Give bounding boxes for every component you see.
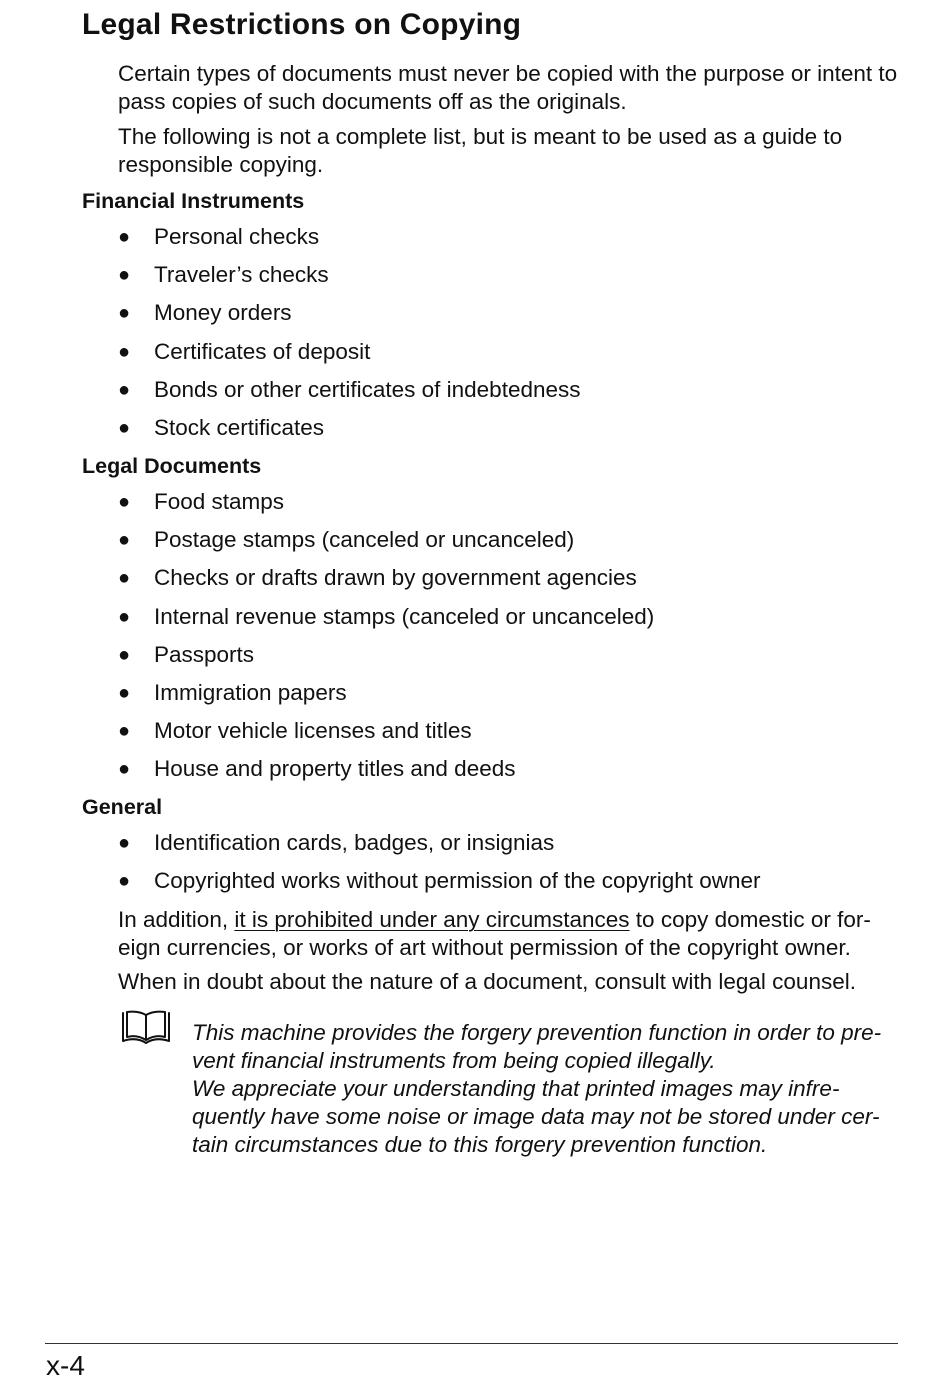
bullet-icon: ●	[118, 416, 131, 439]
bullet-icon: ●	[118, 491, 131, 513]
forgery-note	[192, 1019, 904, 1159]
list-item-text: Money orders	[154, 300, 292, 326]
addition-paragraph	[118, 906, 908, 962]
bullet-icon: ●	[118, 340, 131, 363]
bullet-icon: ●	[118, 758, 131, 781]
general-heading: General	[82, 795, 163, 819]
open-book-icon	[120, 1010, 172, 1046]
bullet-icon: ●	[118, 378, 131, 401]
note-line-1: This machine provides the forgery prevention function in order to pre-vent financial instruments from being copied illegally.	[192, 1020, 882, 1073]
bullet-icon: ●	[118, 832, 131, 854]
list-item-text: Postage stamps (canceled or uncanceled)	[154, 527, 575, 553]
page-title: Legal Restrictions on Copying	[82, 8, 522, 41]
list-item-text: Passports	[154, 641, 255, 667]
financial-instruments-heading: Financial Instruments	[82, 189, 305, 213]
list-item-text: Motor vehicle licenses and titles	[154, 718, 472, 744]
addition-suffix: to copy domestic or for-eign currencies, or works of art without permission of the copyright owner.	[118, 907, 871, 960]
bullet-icon: ●	[118, 720, 131, 743]
list-item-text: Immigration papers	[154, 679, 347, 705]
list-item-text: Stock certificates	[154, 414, 325, 440]
bullet-icon: ●	[118, 226, 131, 248]
intro-paragraph-1: Certain types of documents must never be copied with the purpose or intent to pass copies of such documents off as the originals.	[118, 61, 898, 114]
list-item-text: Identification cards, badges, or insignias	[154, 830, 555, 855]
bullet-icon: ●	[118, 870, 131, 893]
prohibited-emphasis: it is prohibited under any circumstances	[234, 907, 630, 932]
addition-prefix: In addition,	[118, 907, 235, 932]
list-item-text: House and property titles and deeds	[154, 756, 516, 782]
bullet-icon: ●	[118, 529, 131, 552]
legal-documents-heading: Legal Documents	[82, 454, 262, 478]
doubt-paragraph: When in doubt about the nature of a document, consult with legal counsel.	[118, 969, 856, 994]
list-item-text: Traveler’s checks	[154, 262, 329, 288]
bullet-icon: ●	[118, 264, 131, 287]
footer-divider	[45, 1343, 898, 1344]
bullet-icon: ●	[118, 302, 131, 325]
list-item-text: Food stamps	[154, 489, 285, 514]
list-item-text: Bonds or other certificates of indebtedness	[154, 376, 581, 402]
intro-paragraph-2: The following is not a complete list, but is meant to be used as a guide to responsible copying.	[118, 124, 843, 177]
bullet-icon: ●	[118, 643, 131, 666]
list-item-text: Personal checks	[154, 224, 320, 249]
bullet-icon: ●	[118, 605, 131, 628]
list-item-text: Copyrighted works without permission of the copyright owner	[154, 868, 761, 894]
list-item-text: Checks or drafts drawn by government agencies	[154, 565, 637, 591]
page-number: x-4	[46, 1350, 85, 1381]
note-line-2: We appreciate your understanding that printed images may infre-quently have some noise or image data may not be stored under cer-tain circumstances due to this forgery prevention function.	[192, 1076, 880, 1157]
list-item-text: Certificates of deposit	[154, 338, 371, 364]
bullet-icon: ●	[118, 567, 131, 590]
bullet-icon: ●	[118, 681, 131, 704]
list-item-text: Internal revenue stamps (canceled or uncanceled)	[154, 603, 655, 629]
